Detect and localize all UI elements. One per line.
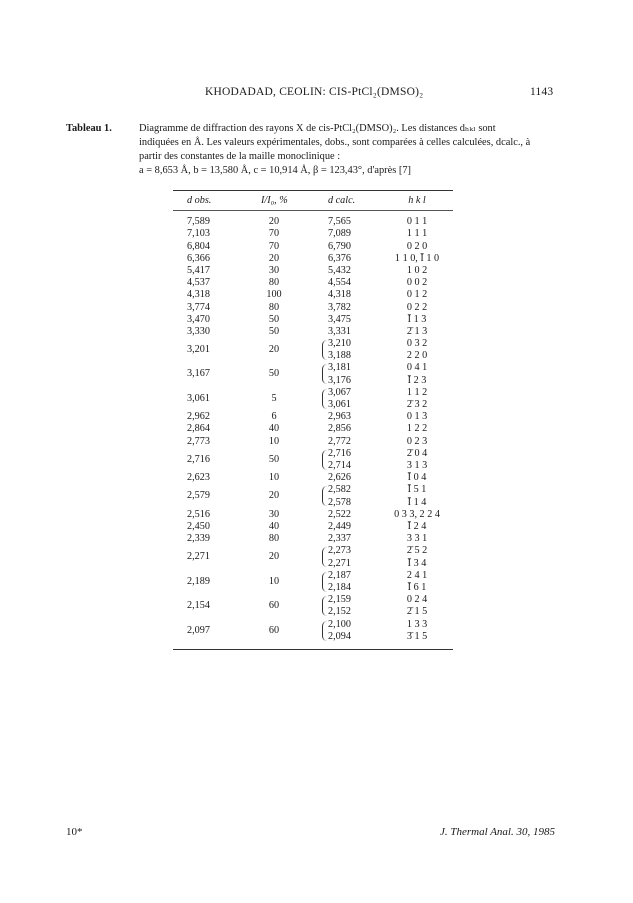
- cell-intensity: 10: [268, 575, 280, 587]
- cell-d-calc: 2,856: [328, 423, 351, 435]
- cell-d-obs: 2,450: [187, 520, 210, 532]
- cell-intensity: 50: [268, 325, 280, 337]
- cell-hkl: 3 1 3: [406, 459, 428, 471]
- running-head-title: KHODADAD, CEOLIN: CIS-PtCl₂(DMSO)₂: [205, 86, 424, 98]
- cell-hkl: 0 2 0: [406, 240, 428, 252]
- table-row: [173, 265, 453, 277]
- cell-d-calc: 4,318: [328, 289, 351, 301]
- header-d-obs: d obs.: [187, 195, 212, 206]
- footer-left: 10*: [66, 826, 83, 838]
- cell-d-calc: 3,067: [328, 386, 351, 398]
- cell-hkl: 2̄ 1 5: [406, 606, 428, 618]
- cell-d-calc: 2,184: [328, 581, 351, 593]
- cell-hkl: 2 2 0: [406, 350, 428, 362]
- cell-intensity: 10: [268, 472, 280, 484]
- table-row: [173, 533, 453, 545]
- cell-hkl: 1 0 2: [406, 264, 428, 276]
- cell-hkl: 0 4 1: [406, 362, 428, 374]
- cell-hkl: 0 0 2: [406, 277, 428, 289]
- cell-intensity: 40: [268, 423, 280, 435]
- cell-d-calc: 2,716: [328, 447, 351, 459]
- table-top-rule: [173, 190, 453, 191]
- cell-intensity: 20: [268, 344, 280, 356]
- cell-d-obs: 4,318: [187, 289, 210, 301]
- cell-d-calc: 5,432: [328, 264, 351, 276]
- cell-intensity: 60: [268, 600, 280, 612]
- header-intensity: I/I₀, %: [261, 195, 288, 206]
- cell-d-obs: 7,589: [187, 216, 210, 228]
- cell-d-calc: 4,554: [328, 277, 351, 289]
- cell-d-calc: 6,790: [328, 240, 351, 252]
- cell-d-obs: 6,366: [187, 252, 210, 264]
- caption-line: partir des constantes de la maille monoclinique :: [139, 151, 341, 162]
- cell-intensity: 30: [268, 508, 280, 520]
- cell-d-calc: 2,273: [328, 545, 351, 557]
- cell-hkl: 2 4 1: [406, 569, 428, 581]
- cell-intensity: 20: [268, 551, 280, 563]
- cell-hkl: 1 3 3: [406, 618, 428, 630]
- table-row: [173, 302, 453, 314]
- cell-d-calc: 2,578: [328, 496, 351, 508]
- cell-hkl: 2̄ 1 3: [406, 325, 428, 337]
- cell-hkl: Ī 0 4: [407, 472, 427, 484]
- cell-hkl: Ī 2 3: [407, 374, 427, 386]
- cell-hkl: 0 1 2: [406, 289, 428, 301]
- cell-d-obs: 2,864: [187, 423, 210, 435]
- header-d-calc: d calc.: [328, 195, 356, 206]
- table-bottom-rule: [173, 649, 453, 650]
- table-row: [173, 448, 453, 472]
- cell-hkl: Ī 3 4: [407, 557, 427, 569]
- cell-hkl: 0 1 1: [406, 216, 428, 228]
- cell-d-obs: 2,773: [187, 435, 210, 447]
- cell-intensity: 50: [268, 453, 280, 465]
- cell-hkl: 2̄ 3 2: [406, 399, 428, 411]
- cell-hkl: Ī 6 1: [407, 581, 427, 593]
- table-row: [173, 594, 453, 618]
- table-row: [173, 423, 453, 435]
- table-row: [173, 277, 453, 289]
- cell-d-calc: 2,100: [328, 618, 351, 630]
- caption-label: Tableau 1.: [66, 123, 112, 134]
- cell-hkl: Ī 5 1: [407, 484, 427, 496]
- table-row: [173, 228, 453, 240]
- cell-d-obs: 2,623: [187, 472, 210, 484]
- cell-hkl: 2̄ 5 2: [406, 545, 428, 557]
- table-row: [173, 484, 453, 508]
- cell-hkl: Ī 2 4: [407, 520, 427, 532]
- cell-intensity: 70: [268, 228, 280, 240]
- cell-d-calc: 2,271: [328, 557, 351, 569]
- table-row: [173, 521, 453, 533]
- cell-d-calc: 7,089: [328, 228, 351, 240]
- caption-text: [139, 122, 566, 178]
- cell-hkl: 1 1 1: [406, 228, 428, 240]
- table-header-rule: [173, 210, 453, 211]
- table-row: [173, 326, 453, 338]
- cell-d-calc: 6,376: [328, 252, 351, 264]
- cell-intensity: 60: [268, 624, 280, 636]
- cell-hkl: 0 2 3: [406, 435, 428, 447]
- cell-intensity: 30: [268, 264, 280, 276]
- cell-d-obs: 4,537: [187, 277, 210, 289]
- cell-d-calc: 3,782: [328, 301, 351, 313]
- table-row: [173, 289, 453, 301]
- cell-d-obs: 3,201: [187, 344, 210, 356]
- cell-d-calc: 2,963: [328, 411, 351, 423]
- cell-d-obs: 2,271: [187, 551, 210, 563]
- cell-intensity: 100: [266, 289, 282, 301]
- cell-hkl: Ī 1 3: [407, 313, 427, 325]
- cell-d-calc: 2,772: [328, 435, 351, 447]
- cell-d-calc: 3,188: [328, 350, 351, 362]
- cell-d-calc: 2,337: [328, 533, 351, 545]
- cell-d-calc: 2,159: [328, 594, 351, 606]
- cell-hkl: 0 2 2: [406, 301, 428, 313]
- diffraction-table: [173, 190, 453, 650]
- cell-d-calc: 2,187: [328, 569, 351, 581]
- cell-d-obs: 3,330: [187, 325, 210, 337]
- table-row: [173, 570, 453, 594]
- page-number: 1143: [530, 86, 554, 98]
- cell-d-obs: 5,417: [187, 264, 210, 276]
- cell-d-obs: 2,097: [187, 624, 210, 636]
- table-row: [173, 509, 453, 521]
- cell-intensity: 5: [271, 392, 277, 404]
- cell-d-calc: 2,626: [328, 472, 351, 484]
- cell-hkl: 0 1 3: [406, 411, 428, 423]
- cell-d-obs: 6,804: [187, 240, 210, 252]
- footer-journal: J. Thermal Anal. 30, 1985: [440, 826, 555, 838]
- cell-intensity: 80: [268, 533, 280, 545]
- table-row: [173, 545, 453, 569]
- cell-d-obs: 2,154: [187, 600, 210, 612]
- cell-d-obs: 2,189: [187, 575, 210, 587]
- cell-hkl: 3̄ 1 5: [406, 630, 428, 642]
- table-row: [173, 253, 453, 265]
- cell-d-obs: 7,103: [187, 228, 210, 240]
- cell-d-calc: 3,210: [328, 338, 351, 350]
- cell-d-obs: 3,061: [187, 392, 210, 404]
- cell-d-calc: 2,582: [328, 484, 351, 496]
- cell-d-calc: 3,176: [328, 374, 351, 386]
- caption-line: indiquées en Å. Les valeurs expérimentales, dobs., sont comparées à celles calculées, dcalc., à: [139, 137, 531, 148]
- cell-intensity: 80: [268, 277, 280, 289]
- table-row: [173, 411, 453, 423]
- header-hkl: h k l: [408, 195, 426, 206]
- table-row: [173, 338, 453, 362]
- cell-d-obs: 2,716: [187, 453, 210, 465]
- cell-d-obs: 2,962: [187, 411, 210, 423]
- cell-hkl: 2̄ 0 4: [406, 447, 428, 459]
- cell-intensity: 70: [268, 240, 280, 252]
- table-row: [173, 387, 453, 411]
- cell-hkl: 1 2 2: [406, 423, 428, 435]
- cell-d-obs: 2,516: [187, 508, 210, 520]
- cell-d-calc: 2,094: [328, 630, 351, 642]
- table-caption: [66, 122, 566, 178]
- cell-d-obs: 2,339: [187, 533, 210, 545]
- table-row: [173, 436, 453, 448]
- cell-intensity: 40: [268, 520, 280, 532]
- cell-d-calc: 3,181: [328, 362, 351, 374]
- cell-hkl: 1 1 2: [406, 386, 428, 398]
- cell-hkl: 0 2 4: [406, 594, 428, 606]
- cell-hkl: 0 3 3, 2 2 4: [394, 508, 440, 520]
- cell-d-obs: 2,579: [187, 490, 210, 502]
- cell-d-calc: 2,714: [328, 459, 351, 471]
- cell-intensity: 10: [268, 435, 280, 447]
- table-header-row: [173, 195, 453, 207]
- cell-intensity: 6: [271, 411, 277, 423]
- cell-d-calc: 3,061: [328, 399, 351, 411]
- cell-d-calc: 2,449: [328, 520, 351, 532]
- cell-hkl: 1 1 0, Ī 1 0: [394, 252, 440, 264]
- cell-d-obs: 3,167: [187, 368, 210, 380]
- cell-d-calc: 2,152: [328, 606, 351, 618]
- caption-line: Diagramme de diffraction des rayons X de cis-PtCl₂(DMSO)₂. Les distances dₕₖₗ sont: [139, 123, 496, 134]
- cell-d-calc: 3,331: [328, 325, 351, 337]
- table-row: [173, 314, 453, 326]
- table-row: [173, 619, 453, 643]
- cell-d-calc: 7,565: [328, 216, 351, 228]
- table-body: [173, 216, 453, 643]
- cell-d-obs: 3,470: [187, 313, 210, 325]
- cell-intensity: 50: [268, 313, 280, 325]
- table-row: [173, 241, 453, 253]
- table-row: [173, 216, 453, 228]
- cell-d-calc: 2,522: [328, 508, 351, 520]
- cell-intensity: 20: [268, 252, 280, 264]
- cell-intensity: 20: [268, 490, 280, 502]
- cell-hkl: Ī 1 4: [407, 496, 427, 508]
- cell-intensity: 20: [268, 216, 280, 228]
- cell-hkl: 0 3 2: [406, 338, 428, 350]
- cell-d-obs: 3,774: [187, 301, 210, 313]
- cell-hkl: 3 3 1: [406, 533, 428, 545]
- caption-line: a = 8,653 Å, b = 13,580 Å, c = 10,914 Å, β = 123,43°, d'après [7]: [139, 165, 411, 176]
- cell-intensity: 80: [268, 301, 280, 313]
- cell-intensity: 50: [268, 368, 280, 380]
- table-row: [173, 472, 453, 484]
- running-head: [0, 86, 633, 104]
- cell-d-calc: 3,475: [328, 313, 351, 325]
- table-row: [173, 362, 453, 386]
